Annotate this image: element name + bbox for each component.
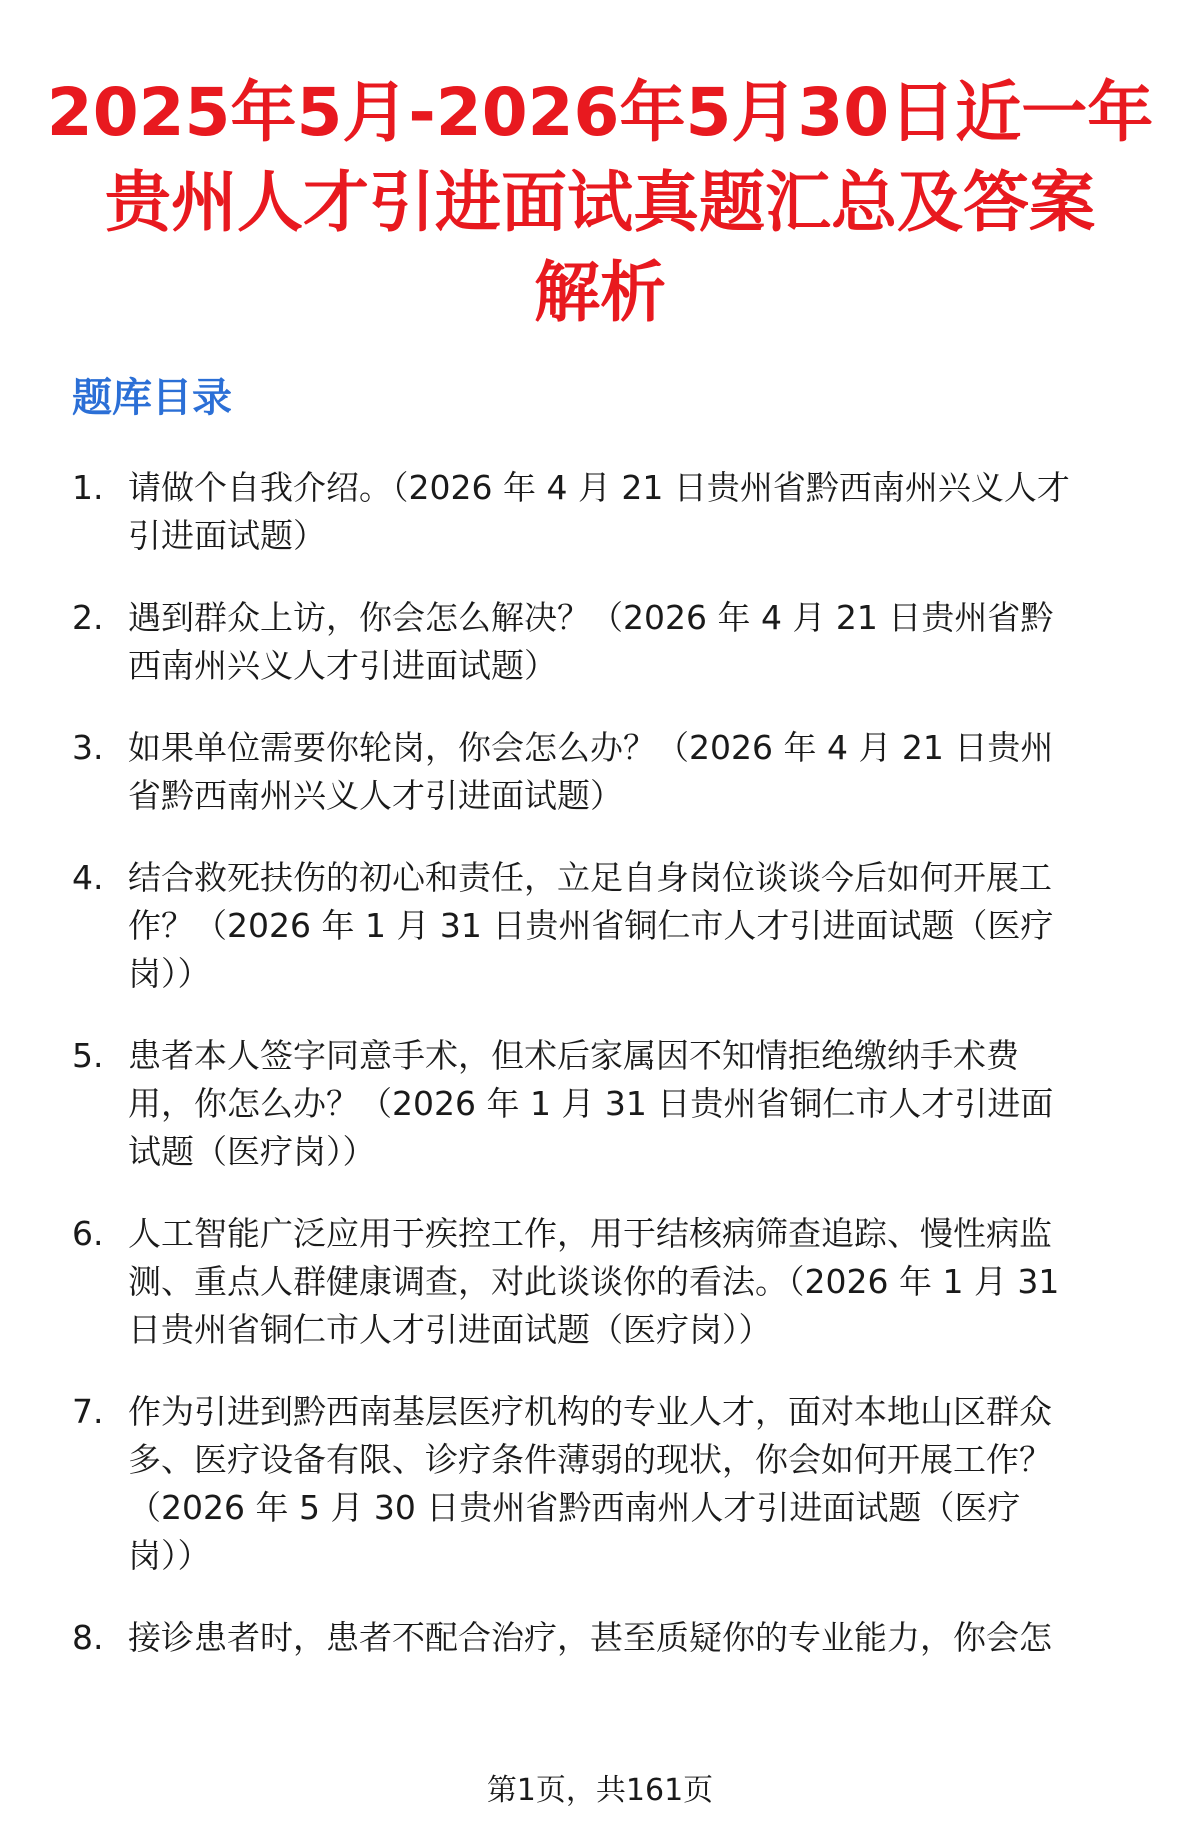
toc-item-1	[72, 464, 1080, 560]
toc-item-7	[72, 1388, 1080, 1580]
toc-item-6	[72, 1210, 1080, 1354]
toc-item-text: 如果单位需要你轮岗，你会怎么办？（2026 年 4 月 21 日贵州省黔西南州兴义人才引进面试题）	[128, 728, 1054, 815]
toc-item-number: 1.	[72, 468, 104, 507]
toc-item-number: 7.	[72, 1392, 104, 1431]
title-line-1: 2025年5月-2026年5月30日近一年	[46, 74, 1154, 151]
toc-heading: 题库目录	[72, 375, 232, 421]
toc-item-number: 8.	[72, 1618, 104, 1657]
title-line-2: 贵州人才引进面试真题汇总及答案	[105, 164, 1095, 241]
page-footer: 第1页，共161页	[486, 1773, 714, 1808]
toc-item-text: 结合救死扶伤的初心和责任，立足自身岗位谈谈今后如何开展工作？（2026 年 1 月 31 日贵州省铜仁市人才引进面试题（医疗岗））	[128, 858, 1054, 993]
toc-item-text: 作为引进到黔西南基层医疗机构的专业人才，面对本地山区群众多、医疗设备有限、诊疗条件薄弱的现状，你会如何开展工作？（2026 年 5 月 30 日贵州省黔西南州人才引进面试题（医疗岗））	[128, 1392, 1052, 1575]
toc-item-number: 6.	[72, 1214, 104, 1253]
toc-item-number: 4.	[72, 858, 104, 897]
toc-item-number: 5.	[72, 1036, 104, 1075]
toc-item-text: 请做个自我介绍。（2026 年 4 月 21 日贵州省黔西南州兴义人才引进面试题）	[128, 468, 1070, 555]
toc-list	[0, 464, 1200, 1662]
toc-item-text: 患者本人签字同意手术，但术后家属因不知情拒绝缴纳手术费用，你怎么办？（2026 年 1 月 31 日贵州省铜仁市人才引进面试题（医疗岗））	[128, 1036, 1054, 1171]
toc-item-2	[72, 594, 1080, 690]
title-line-3: 解析	[534, 254, 666, 331]
toc-item-4	[72, 854, 1080, 998]
toc-item-text: 遇到群众上访，你会怎么解决？（2026 年 4 月 21 日贵州省黔西南州兴义人才引进面试题）	[128, 598, 1054, 685]
toc-item-8	[72, 1614, 1080, 1662]
toc-item-3	[72, 724, 1080, 820]
toc-item-5	[72, 1032, 1080, 1176]
toc-item-text: 人工智能广泛应用于疾控工作，用于结核病筛查追踪、慢性病监测、重点人群健康调查，对此谈谈你的看法。（2026 年 1 月 31 日贵州省铜仁市人才引进面试题（医疗岗））	[128, 1214, 1060, 1349]
document-title	[40, 68, 1160, 338]
toc-item-number: 2.	[72, 598, 104, 637]
toc-item-number: 3.	[72, 728, 104, 767]
toc-item-text: 接诊患者时，患者不配合治疗，甚至质疑你的专业能力，你会怎	[128, 1618, 1052, 1657]
